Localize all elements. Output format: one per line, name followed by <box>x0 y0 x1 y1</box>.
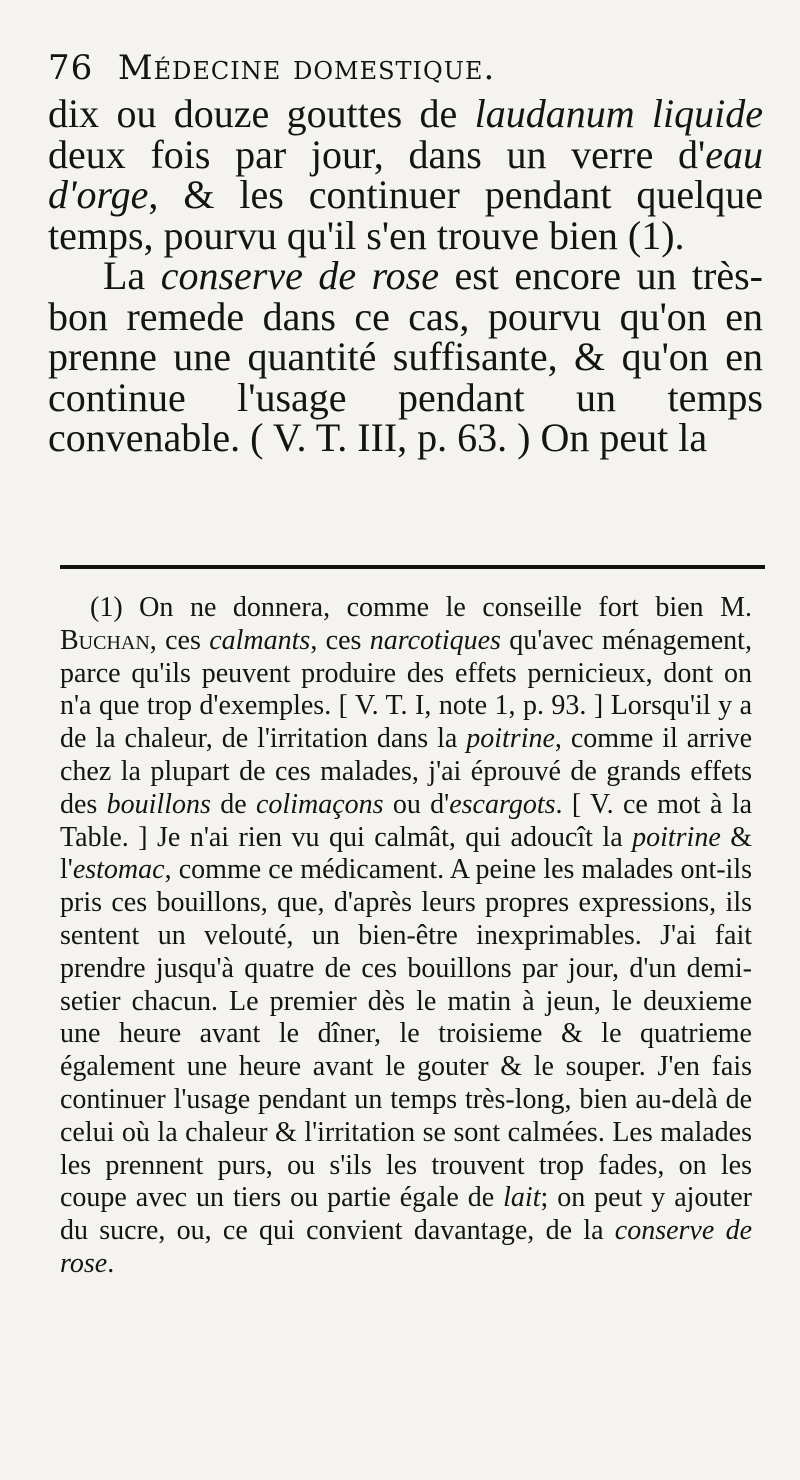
text-run: ; on peut y ajouter du sucre, ou, ce qui convient davantage, de la <box>60 1182 752 1247</box>
text-run: conserve de rose <box>160 253 439 298</box>
text-run: qu'avec ménagement, parce qu'ils peuvent produire des effets pernicieux, dont on n'a que trop d'exemples. [ V. T. I, note 1, p. 93. ] Lorsqu'il y a de la chaleur, de l'irritation dans la <box>60 624 752 755</box>
text-run: est encore un très-bon remede dans ce cas, pourvu qu'on en prenne une quantité suffisante, & qu'on en continue l'usage pendant un temps convenable. ( V. T. III, p. 63. ) On peut la <box>48 253 764 460</box>
text-run: , ces <box>149 624 210 656</box>
footnote-text <box>60 592 752 1281</box>
text-run: deux fois par jour, dans un verre d' <box>48 131 706 177</box>
text-run: conserve de rose <box>60 1215 752 1279</box>
text-run: , comme ce médicament. A peine les malades ont-ils pris ces bouillons, que, d'après leurs propres expressions, ils sentent un velouté, un bien-être inexprimables. J'ai fait prendre jusqu'à quatre de ces bouillons par jour, d'un demi-setier chacun. Le premier dès le matin à jeun, le deuxieme une heure avant le dîner, le troisieme & le quatrieme également une heure avant le gouter & le souper. J'en fais continuer l'usage pendant un temps très-long, bien au-delà de celui où la chaleur & l'irritation se sont calmées. Les malades les prennent purs, ou s'ils les trouvent trop fades, on les coupe avec un tiers ou partie égale de <box>60 854 752 1214</box>
text-run: laudanum liquide <box>474 91 764 136</box>
main-paragraph-2 <box>48 253 764 460</box>
text-run: & l' <box>60 821 753 886</box>
text-run: calmants <box>209 624 311 656</box>
text-run: ou d' <box>383 788 450 820</box>
running-title: Médecine domestique. <box>117 48 496 88</box>
text-run: narcotiques <box>369 624 501 656</box>
text-run: (1) On ne donnera, comme le conseille fort bien M. <box>90 592 752 623</box>
text-run: La <box>103 253 161 298</box>
text-run: , ces <box>310 624 370 656</box>
text-run: escargots <box>449 788 556 820</box>
text-run: , & les continuer pendant quelque temps, pourvu qu'il s'en trouve bien (1). <box>48 172 763 258</box>
text-run: dix ou douze gouttes de <box>48 91 475 136</box>
page-number: 76 <box>48 48 94 88</box>
text-run: poitrine <box>632 821 721 853</box>
main-paragraph-1 <box>48 91 764 258</box>
text-run: . [ V. ce mot à la Table. ] Je n'ai rien vu qui calmât, qui adoucît la <box>60 788 752 853</box>
text-run: , comme il arrive chez la plupart de ces malades, j'ai éprouvé de grands effets des <box>60 723 752 820</box>
text-run: bouillons <box>106 788 211 820</box>
text-run: colimaçons <box>255 788 384 820</box>
text-run: eau d'orge <box>48 131 763 217</box>
text-run: poitrine <box>466 723 555 755</box>
footnote-divider <box>60 565 765 569</box>
text-run: estomac <box>72 854 165 886</box>
text-run: lait <box>503 1182 541 1214</box>
text-run: de <box>210 788 256 820</box>
main-text <box>48 91 764 460</box>
text-run: . <box>107 1247 115 1279</box>
text-run: Buchan <box>60 624 150 656</box>
